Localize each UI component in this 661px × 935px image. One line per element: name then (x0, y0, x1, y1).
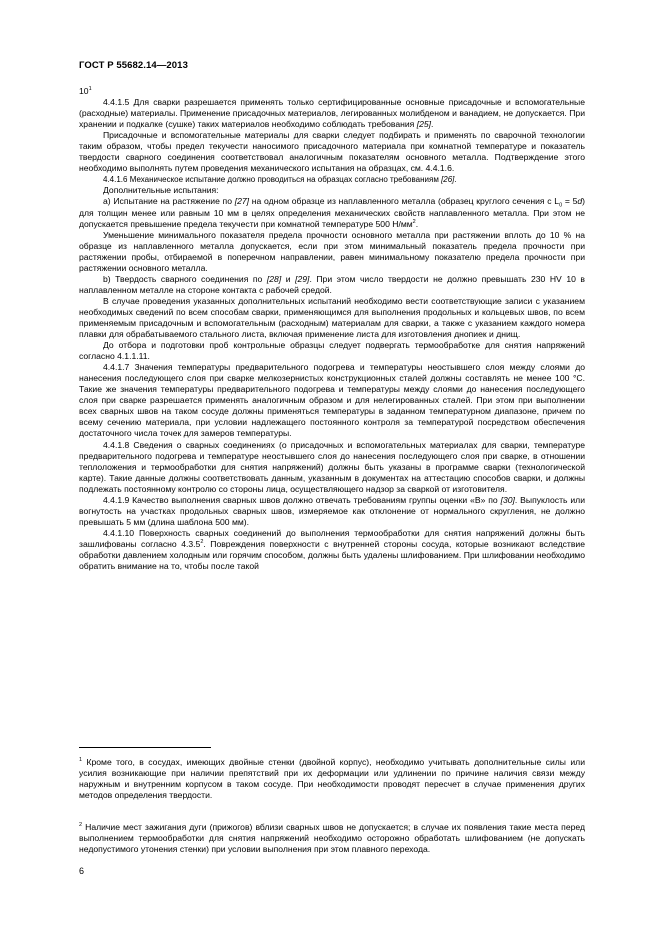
paragraph-4-4-1-5: 4.4.1.5 Для сварки разрешается применять только сертифицированные основные присадочные и вспомогательные (расходные) материалы. Применение присадочных материалов, легированных молибденом и ванадием, не допускается. При хранении и подкалке (сушке) таких материалов необходимо соблюдать требования [25]. (79, 97, 585, 130)
paragraph-0: $10^1$ (79, 86, 92, 96)
reference-link[interactable]: [28] (266, 273, 282, 284)
reference-link[interactable]: [27] (234, 196, 250, 207)
paragraph-4-4-1-8: 4.4.1.8 Сведения о сварных соединениях (о присадочных и вспомогательных материалах для сварки, температуре предварительного подогрева и температуре неостывшего слоя до нанесения последующего слоя при сварке, в отношении теплоложения и термообработки для снятия напряжений) должны быть указаны в программе сварки (технологической карте). Такие данные должны соответствовать данным, указанным в документах на аттестацию способов сварки, и должны подлежать постоянному контролю со стороны лица, осуществляющего надзор за сваркой от изготовителя. (79, 439, 585, 494)
footnote-2: $^2$ Наличие мест зажигания дуги (прижогов) вблизи сварных швов не допускается; в случае их появления такие места перед выполнением термообработки для снятия напряжений необходимо осторожно обработать шлифованием (не допускать недопустимого утонения стенки) при условии выполнения при этом плавного перехода. (79, 822, 585, 855)
footnotes (79, 757, 585, 855)
paragraph-4-4-1-7: 4.4.1.7 Значения температуры предварительного подогрева и температуры неостывшего слоя между слоями до нанесения последующего слоя при сварке мелкозернистых конструкционных сталей должны составлять не менее 100 °С. Такие же значения температуры предварительного подогрева и температуры между слоями до нанесения последующего слоя при сварке разрешается применять аналогичным образом и для нелегированных сталей. При этом при выполнении всех сварных швов на таком сосуде должны применяться температуры в заданном температурном диапазоне, причем по всему сечению материала, при условии надлежащего постоянного контроля за температурой посредством обеспечения достаточного числа точек для замеров температуры. (79, 362, 585, 439)
footnote-divider (79, 747, 211, 748)
paragraph-4-4-1-10: 4.4.1.10 Поверхность сварных соединений до выполнения термообработки для снятия напряжений должны быть зашлифованы согласно 4.3.5$^2$. Повреждения поверхности с внутренней стороны сосуда, которые возникают вследствие обработки давлением холодным или горячим способом, должны быть удалены шлифованием. При шлифовании необходимо обратить внимание на то, чтобы после такой (79, 527, 585, 572)
paragraph-tensile-test: a) Испытание на растяжение по [27] на одном образце из наплавленного металла (образец круглого сечения с $L_0 = 5d$) для толщин менее или равным 10 мм в целях определения механических свойств наплавленного металла. При этом не допускается превышение предела текучести при комнатной температуре 500 $Н/мм^2$. (79, 196, 586, 229)
paragraph-additional-tests: Дополнительные испытания: (103, 185, 219, 196)
body-text (79, 86, 585, 572)
paragraph-records: В случае проведения указанных дополнительных испытаний необходимо вести соответствующие записи с указанием необходимых сведений по всем способам сварки, применяющимся для выполнения продольных и кольцевых швов, по всем применяемым присадочным и вспомогательным (расходным) материалам для сварки, а также с указанием каждого номера плавки для обрабатываемого стального листа, включая применение листа для изготовления днопиек и днищ. (79, 295, 585, 340)
paragraph-hardness: b) Твердость сварного соединения по [28] и [29]. При этом число твердости не должно превышать 230 HV 10 в наплавленном металле на стороне контакта с рабочей средой. (79, 273, 585, 295)
reference-link[interactable]: [25] (416, 119, 432, 130)
paragraph-heat-treatment: До отбора и подготовки проб контрольные образцы следует подвергать термообработке для снятия напряжений согласно 4.1.1.11. (79, 340, 585, 362)
page-number: 6 (79, 866, 85, 876)
footnote-1: $^1$ Кроме того, в сосудах, имеющих двойные стенки (двойной корпус), необходимо учитывать дополнительные силы или усилия возникающие при наличии препятствий при их деформации или удлинении по причине наличия связи между наружным и внутренним корпусом в таком сосуде. При необходимости проводят пересчет в случае применения других методов определения твердости. (79, 757, 585, 801)
standard-header: ГОСТ Р 55682.14—2013 (79, 60, 188, 71)
footnote-mark: 1 (88, 86, 92, 93)
reference-link[interactable]: [26] (441, 175, 455, 185)
reference-link[interactable]: [29] (295, 273, 310, 284)
paragraph-strength-reduction: Уменьшение минимального показателя предела прочности основного металла при растяжении вплоть до 10 % на образце из наплавленного металла допускается, если при этом минимальный показатель предела прочности при растяжении пробы, отбираемой в поперечном направлении, равен минимальному показателю предела прочности при растяжении основного металла. (79, 229, 585, 273)
reference-link[interactable]: [30] (500, 494, 515, 505)
paragraph-4-4-1-9: 4.4.1.9 Качество выполнения сварных швов должно отвечать требованиям группы оценки «В» по [30]. Выпуклость или вогнутость на участках продольных сварных швов, измеряемое как отклонение от нормального скругления, не должно превышать 5 мм (длина шаблона 500 мм). (79, 494, 585, 527)
paragraph-4-4-1-6: 4.4.1.6 Механическое испытание должно проводиться на образцах согласно требованиям [26]. (103, 175, 457, 185)
paragraph-filler-materials: Присадочные и вспомогательные материалы для сварки следует подбирать и применять по сварочной технологии таким образом, чтобы предел текучести наносимого присадочного материала при комнатной температуре и показатель твердости сварного соединения соответствовал аналогичным показателям основного металла. Подтверждение этого необходимо выполнять путем проведения механического испытания на образцах, см. 4.4.1.6. (79, 130, 585, 174)
